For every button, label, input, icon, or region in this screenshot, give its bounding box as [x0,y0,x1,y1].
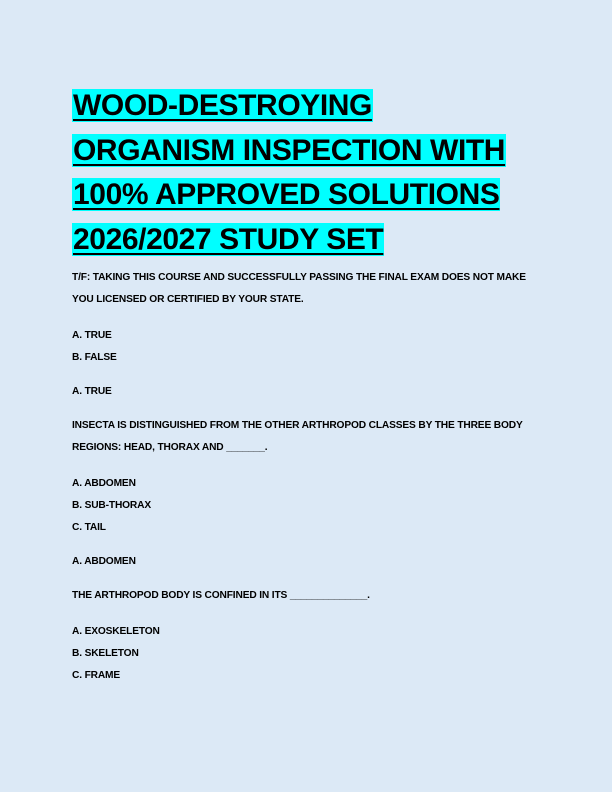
option-c: C. TAIL [72,522,106,533]
question-block-3 [72,585,532,687]
answer-text: A. ABDOMEN [72,556,136,567]
title-line-2: ORGANISM INSPECTION WITH [73,133,506,167]
title-line-3: 100% APPROVED SOLUTIONS [73,178,500,211]
option-a: A. TRUE [72,330,112,341]
option-b: B. SUB-THORAX [72,500,151,511]
question-text: T/F: TAKING THIS COURSE AND SUCCESSFULLY PASSING THE FINAL EXAM DOES NOT MAKE YOU LICENSED OR CERTIFIED BY YOUR STATE. [72,272,526,305]
option-list [72,325,532,369]
question-text: THE ARTHROPOD BODY IS CONFINED IN ITS ______________. [72,590,370,601]
answer-text: A. TRUE [72,386,112,397]
option-a: A. ABDOMEN [72,478,136,489]
title-line-1: WOOD-DESTROYING [73,89,372,122]
question-list [72,267,532,687]
question-text: INSECTA IS DISTINGUISHED FROM THE OTHER ARTHROPOD CLASSES BY THE THREE BODY REGIONS: HEAD, THORAX AND _______. [72,420,523,453]
question-block-2 [72,415,532,573]
option-list [72,621,532,687]
title-line-4: 2026/2027 STUDY SET [73,222,384,256]
option-c: C. FRAME [72,670,121,681]
document-title [72,84,532,262]
option-a: A. EXOSKELETON [72,626,160,637]
document-page [72,84,532,687]
option-list [72,473,532,539]
option-b: B. FALSE [72,352,117,363]
option-b: B. SKELETON [72,648,139,659]
question-block-1 [72,267,532,403]
